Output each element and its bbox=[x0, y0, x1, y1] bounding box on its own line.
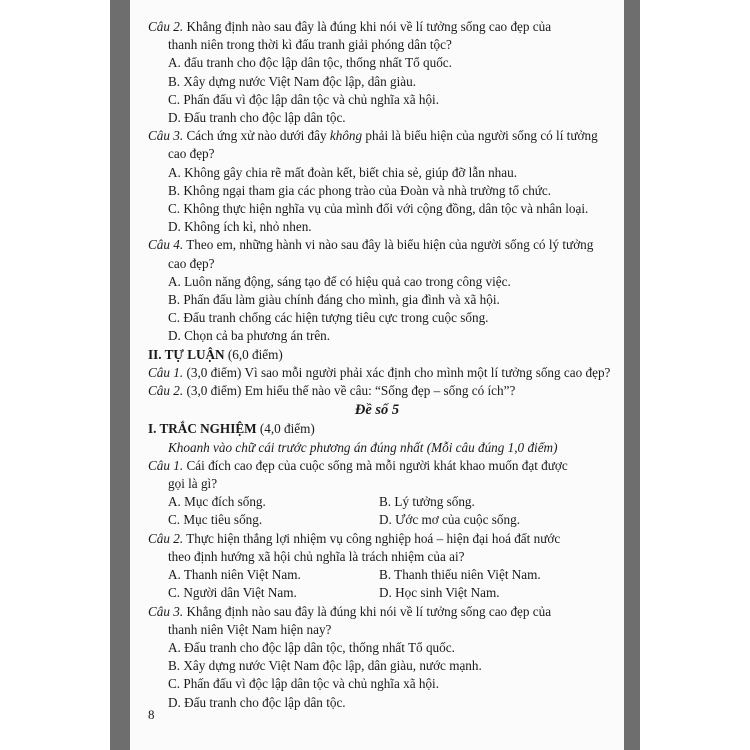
instruction-text: Khoanh vào chữ cái trước phương án đúng nhất (Mỗi câu đúng 1,0 điểm) bbox=[168, 439, 558, 455]
scan-border-right bbox=[624, 0, 640, 750]
answer-row bbox=[148, 566, 606, 584]
question-line: Câu 3. Cách ứng xử nào dưới đây không phải là biểu hiện của người sống có lí tưởng bbox=[148, 128, 598, 144]
answer-option: A. Thanh niên Việt Nam. bbox=[168, 567, 301, 583]
answer-option: D. Chọn cả ba phương án trên. bbox=[168, 328, 331, 344]
section-heading: I. TRẮC NGHIỆM (4,0 điểm) bbox=[148, 421, 315, 437]
answer-option: B. Thanh thiếu niên Việt Nam. bbox=[379, 567, 541, 583]
outer-margin-right bbox=[640, 0, 750, 750]
outer-margin-left bbox=[0, 0, 110, 750]
answer-option: C. Không thực hiện nghĩa vụ của mình đối với cộng đồng, dân tộc và nhân loại. bbox=[168, 201, 589, 217]
question-line: cao đẹp? bbox=[168, 255, 215, 271]
answer-option: C. Người dân Việt Nam. bbox=[168, 585, 297, 601]
answer-option: D. Ước mơ của cuộc sống. bbox=[379, 512, 520, 528]
answer-option: A. Đấu tranh cho độc lập dân tộc, thống nhất Tổ quốc. bbox=[168, 639, 455, 655]
answer-option: D. Đấu tranh cho độc lập dân tộc. bbox=[168, 694, 346, 710]
answer-option: C. Phấn đấu vì độc lập dân tộc và chủ nghĩa xã hội. bbox=[168, 676, 440, 692]
question-line: gọi là gì? bbox=[168, 476, 218, 492]
answer-option: A. Luôn năng động, sáng tạo để có hiệu quả cao trong công việc. bbox=[168, 273, 511, 289]
question-line: thanh niên Việt Nam hiện nay? bbox=[168, 621, 332, 637]
question-line: Câu 3. Khẳng định nào sau đây là đúng khi nói về lí tưởng sống cao đẹp của bbox=[148, 603, 552, 619]
question-line: thanh niên trong thời kì đấu tranh giải phóng dân tộc? bbox=[168, 37, 452, 53]
answer-option: B. Xây dựng nước Việt Nam độc lập, dân giàu. bbox=[168, 73, 417, 89]
question-line: Câu 2. Thực hiện thắng lợi nhiệm vụ công nghiệp hoá – hiện đại hoá đất nước bbox=[148, 530, 561, 546]
essay-question: Câu 2. (3,0 điểm) Em hiểu thế nào về câu: “Sống đẹp – sống có ích”? bbox=[148, 383, 516, 399]
question-line: Câu 2. Khẳng định nào sau đây là đúng khi nói về lí tưởng sống cao đẹp của bbox=[148, 19, 552, 34]
essay-question: Câu 1. (3,0 điểm) Vì sao mỗi người phải xác định cho mình một lí tưởng sống cao đẹp? bbox=[148, 364, 611, 380]
question-line: Câu 1. Cái đích cao đẹp của cuộc sống mà mỗi người khát khao muốn đạt được bbox=[148, 457, 568, 473]
answer-row bbox=[148, 584, 606, 602]
answer-option: B. Xây dựng nước Việt Nam độc lập, dân giàu, nước mạnh. bbox=[168, 658, 482, 674]
answer-option: D. Không ích kỉ, nhỏ nhen. bbox=[168, 219, 312, 235]
exam-title: Đề số 5 bbox=[354, 402, 400, 419]
section-heading: II. TỰ LUẬN (6,0 điểm) bbox=[148, 346, 283, 362]
answer-row bbox=[148, 511, 606, 529]
page-number: 8 bbox=[148, 707, 155, 722]
answer-option: A. Mục đích sống. bbox=[168, 494, 266, 510]
answer-option: C. Mục tiêu sống. bbox=[168, 512, 263, 528]
answer-option: B. Lý tưởng sống. bbox=[379, 494, 475, 510]
answer-option: D. Học sinh Việt Nam. bbox=[379, 585, 500, 601]
answer-row bbox=[148, 493, 606, 511]
answer-option: C. Phấn đấu vì độc lập dân tộc và chủ nghĩa xã hội. bbox=[168, 91, 440, 107]
answer-option: C. Đấu tranh chống các hiện tượng tiêu cực trong cuộc sống. bbox=[168, 310, 489, 326]
answer-option: A. đấu tranh cho độc lập dân tộc, thống nhất Tổ quốc. bbox=[168, 55, 452, 71]
question-line: theo định hướng xã hội chủ nghĩa là trách nhiệm của ai? bbox=[168, 548, 465, 564]
question-line: Câu 4. Theo em, những hành vi nào sau đây là biểu hiện của người sống có lý tưởng bbox=[148, 237, 594, 253]
answer-option: D. Đấu tranh cho độc lập dân tộc. bbox=[168, 110, 346, 126]
answer-option: A. Không gây chia rẽ mất đoàn kết, biết chia sẻ, giúp đỡ lẫn nhau. bbox=[168, 164, 518, 180]
answer-option: B. Không ngại tham gia các phong trào của Đoàn và nhà trường tổ chức. bbox=[168, 182, 552, 198]
question-line: cao đẹp? bbox=[168, 146, 215, 162]
answer-option: B. Phấn đấu làm giàu chính đáng cho mình, gia đình và xã hội. bbox=[168, 292, 500, 308]
scan-border-left bbox=[110, 0, 130, 750]
document-page bbox=[130, 0, 624, 750]
